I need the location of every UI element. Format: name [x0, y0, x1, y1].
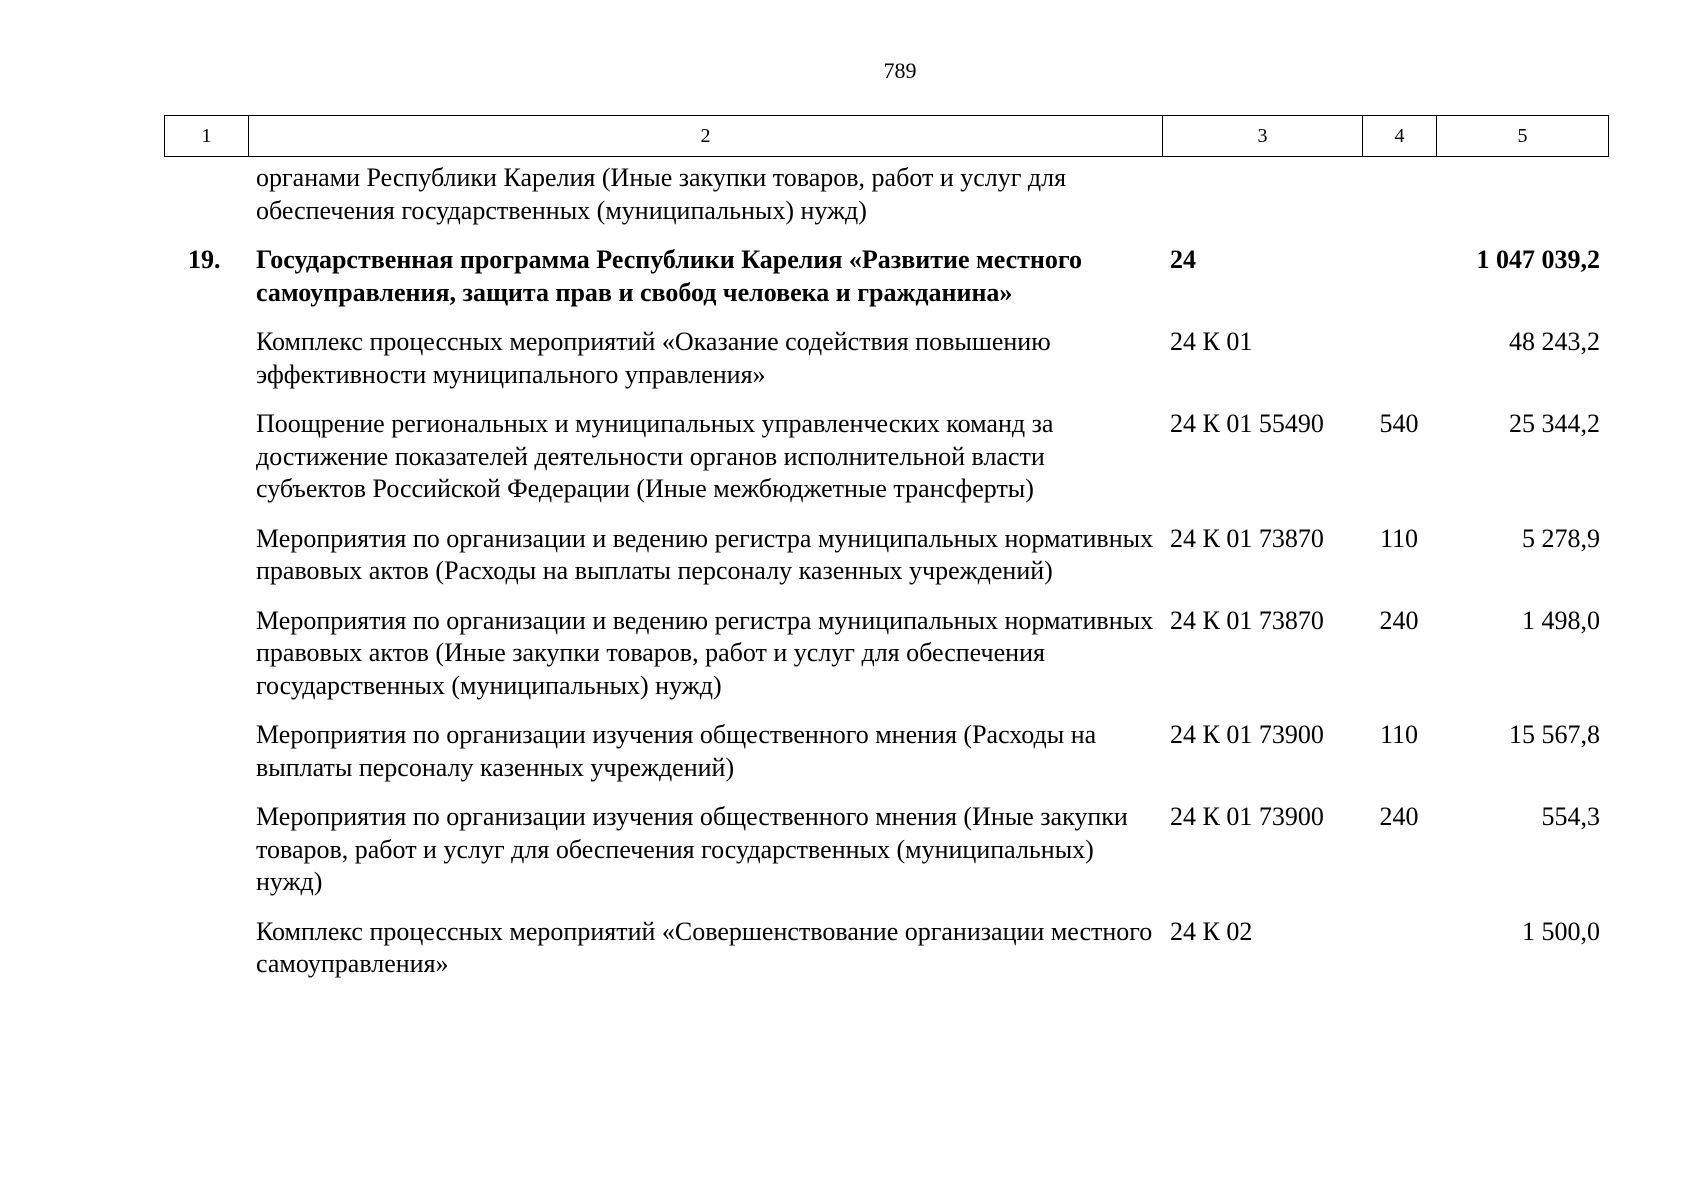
- table-row: [164, 162, 1608, 244]
- row-vr: [1362, 326, 1436, 408]
- row-name: Мероприятия по организации и ведению регистра муниципальных нормативных правовых актов (Иные закупки товаров, работ и услуг для обеспечения государственных (муниципальных) нужд): [256, 605, 1154, 700]
- row-vr: 110: [1379, 720, 1419, 749]
- row-number: [164, 162, 248, 244]
- row-csr: 24 К 01 55490: [1170, 409, 1324, 438]
- row-vr: [1362, 916, 1436, 981]
- column-header-4: 4: [1363, 116, 1437, 157]
- row-vr: 110: [1379, 523, 1419, 553]
- row-sum: 15 567,8: [1509, 720, 1600, 749]
- row-number: [164, 326, 248, 408]
- row-name: Поощрение региональных и муниципальных управленческих команд за достижение показателей деятельности органов исполнительной власти субъектов Российской Федерации (Иные межбюджетные трансферты): [256, 409, 1054, 503]
- row-csr: 24 К 01 73900: [1170, 802, 1324, 831]
- row-sum: 5 278,9: [1522, 523, 1600, 553]
- row-number: [164, 801, 248, 916]
- row-sum: 1 498,0: [1522, 605, 1600, 635]
- table-row: [164, 719, 1608, 801]
- row-csr: 24 К 01: [1170, 327, 1253, 356]
- row-csr: 24 К 01 73870: [1170, 523, 1324, 553]
- row-number: [164, 408, 248, 523]
- row-sum: 1 047 039,2: [1476, 245, 1600, 274]
- table-row: [164, 916, 1608, 981]
- budget-table: [164, 162, 1608, 981]
- row-vr: [1362, 244, 1436, 326]
- table-row: [164, 326, 1608, 408]
- row-sum: 25 344,2: [1509, 409, 1600, 438]
- column-header-5: 5: [1437, 116, 1609, 157]
- table-row: [164, 523, 1608, 605]
- row-vr: 240: [1379, 605, 1419, 635]
- row-csr: 24 К 02: [1170, 916, 1253, 946]
- row-name: Государственная программа Республики Карелия «Развитие местного самоуправления, защита прав и свобод человека и гражданина»: [256, 245, 1083, 307]
- row-name: Комплекс процессных мероприятий «Оказание содействия повышению эффективности муниципального управления»: [256, 327, 1051, 389]
- column-header-3: 3: [1163, 116, 1363, 157]
- page-number: 789: [883, 58, 917, 83]
- table-row: [164, 244, 1608, 326]
- row-number: [164, 916, 248, 981]
- row-number: [164, 719, 248, 801]
- table-row: [164, 801, 1608, 916]
- row-csr: [1162, 162, 1362, 244]
- table-row: [164, 605, 1608, 720]
- row-vr: 240: [1379, 802, 1419, 831]
- row-csr: 24: [1170, 245, 1196, 274]
- column-header-table: [164, 115, 1609, 157]
- row-sum: 1 500,0: [1522, 916, 1600, 946]
- row-name: Мероприятия по организации изучения общественного мнения (Расходы на выплаты персоналу казенных учреждений): [256, 720, 1097, 782]
- row-sum: 48 243,2: [1509, 327, 1600, 356]
- row-number: [164, 605, 248, 720]
- row-vr: [1362, 162, 1436, 244]
- row-csr: 24 К 01 73870: [1170, 605, 1324, 635]
- column-header-1: 1: [165, 116, 249, 157]
- row-number: 19.: [188, 245, 221, 274]
- row-name: Мероприятия по организации изучения общественного мнения (Иные закупки товаров, работ и услуг для обеспечения государственных (муниципальных) нужд): [256, 802, 1128, 896]
- column-header-2: 2: [249, 116, 1163, 157]
- row-sum: [1436, 162, 1608, 244]
- row-number: [164, 523, 248, 605]
- row-name: Комплекс процессных мероприятий «Совершенствование организации местного самоуправления»: [256, 916, 1153, 978]
- row-sum: 554,3: [1541, 802, 1600, 831]
- column-header-row: [165, 116, 1609, 157]
- table-row: [164, 408, 1608, 523]
- row-vr: 540: [1379, 409, 1419, 438]
- row-name: органами Республики Карелия (Иные закупки товаров, работ и услуг для обеспечения государственных (муниципальных) нужд): [256, 163, 1067, 225]
- row-csr: 24 К 01 73900: [1170, 720, 1324, 749]
- row-name: Мероприятия по организации и ведению регистра муниципальных нормативных правовых актов (Расходы на выплаты персоналу казенных учреждений): [256, 523, 1154, 585]
